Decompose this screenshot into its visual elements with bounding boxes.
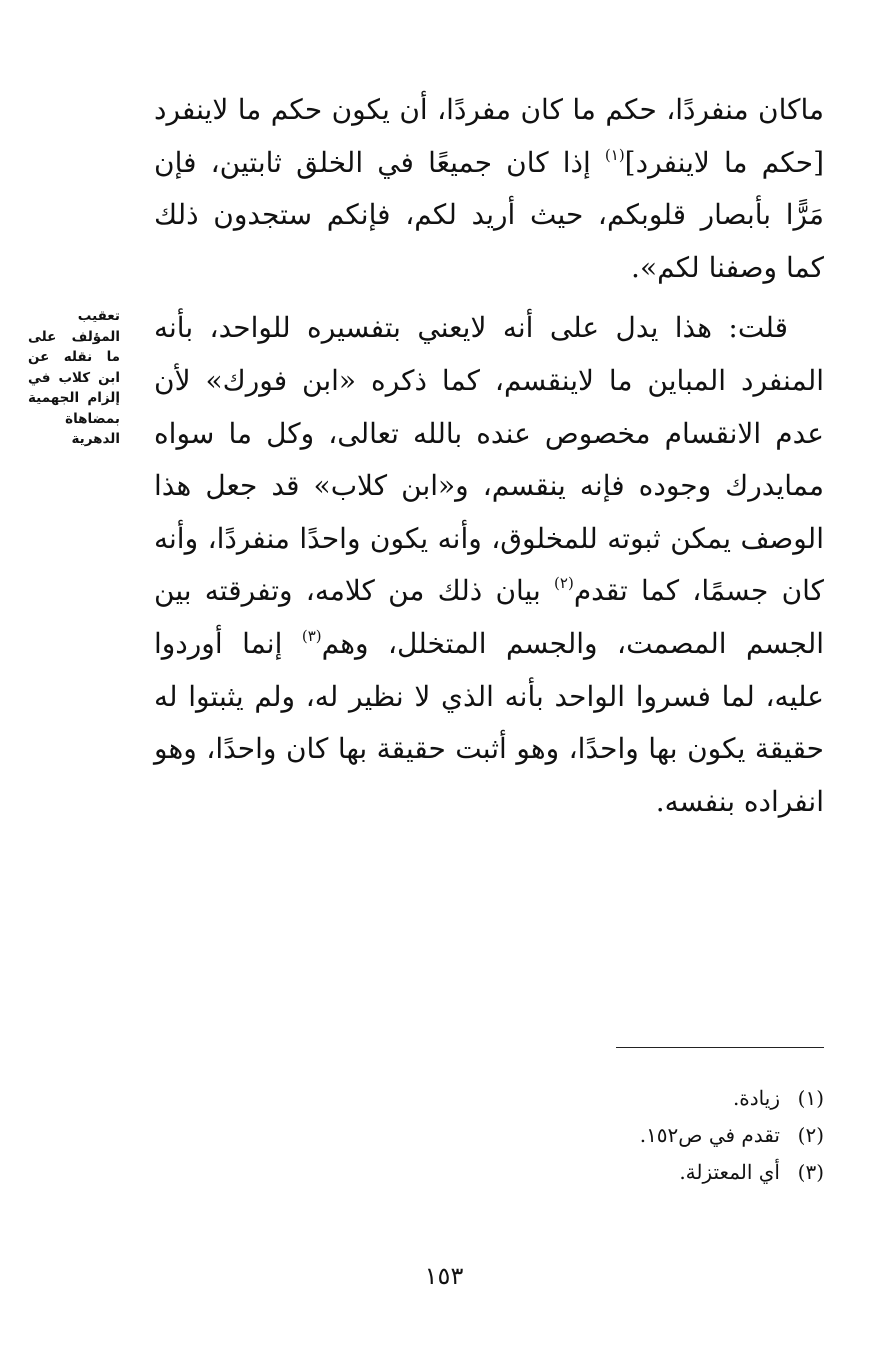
footnote-reference: (٢) bbox=[554, 574, 574, 593]
main-text-body bbox=[154, 84, 824, 828]
paragraph-text: إنما أوردوا عليه، لما فسروا الواحد بأنه الذي لا نظير له، ولم يثبتوا له حقيقة يكون بها واحدًا، وهو أثبت حقيقة بها كان واحدًا، وهو انفراده بنفسه. bbox=[154, 626, 824, 818]
paragraph bbox=[154, 302, 824, 828]
paragraph-text: ماكان منفردًا، حكم ما كان مفردًا، أن يكون حكم ما لاينفرد [حكم ما لاينفرد] bbox=[154, 93, 824, 179]
footnote-text: تقدم في ص١٥٢. bbox=[639, 1123, 780, 1147]
footnote-marker: (١) bbox=[797, 1086, 824, 1110]
footnote-marker: (٣) bbox=[797, 1160, 824, 1184]
margin-sidenote: تعقيب المؤلف على ما نقله عن ابن كلاب في إلزام الجهمية بمضاهاة الدهرية bbox=[28, 308, 120, 447]
page-number: ١٥٣ bbox=[424, 1262, 464, 1290]
footnote-reference: (١) bbox=[604, 145, 625, 164]
footnote-item bbox=[324, 1080, 824, 1117]
paragraph-text: إذا كان جميعًا في الخلق ثابتين، فإن مَرًّا بأبصار قلوبكم، حيث أريد لكم، فإنكم ستجدون ذلك كما وصفنا لكم». bbox=[154, 145, 824, 284]
footnote-item bbox=[324, 1117, 824, 1154]
paragraph-text: قلت: هذا يدل على أنه لايعني بتفسيره للواحد، بأنه المنفرد المباين ما لاينقسم، كما ذكره «ابن فورك» لأن عدم الانقسام مخصوص عنده بالله تعالى، وكل ما سواه ممايدرك وجوده فإنه ينقسم، و«ابن كلاب» قد جعل هذا الوصف يمكن ثبوته للمخلوق، وأنه يكون واحدًا منفردًا، وأنه كان جسمًا، كما تقدم bbox=[154, 311, 824, 608]
footnotes-section bbox=[324, 1080, 824, 1191]
footnote-text: أي المعتزلة. bbox=[679, 1160, 780, 1184]
footnote-text: زيادة. bbox=[732, 1086, 780, 1110]
paragraph bbox=[154, 84, 824, 294]
footnote-marker: (٢) bbox=[797, 1123, 824, 1147]
footnote-divider bbox=[616, 1047, 824, 1048]
paragraph-text: بيان ذلك من كلامه، وتفرقته بين الجسم المصمت، والجسم المتخلل، وهم bbox=[154, 574, 824, 660]
footnote-reference: (٣) bbox=[301, 626, 322, 645]
footnote-item bbox=[324, 1154, 824, 1191]
